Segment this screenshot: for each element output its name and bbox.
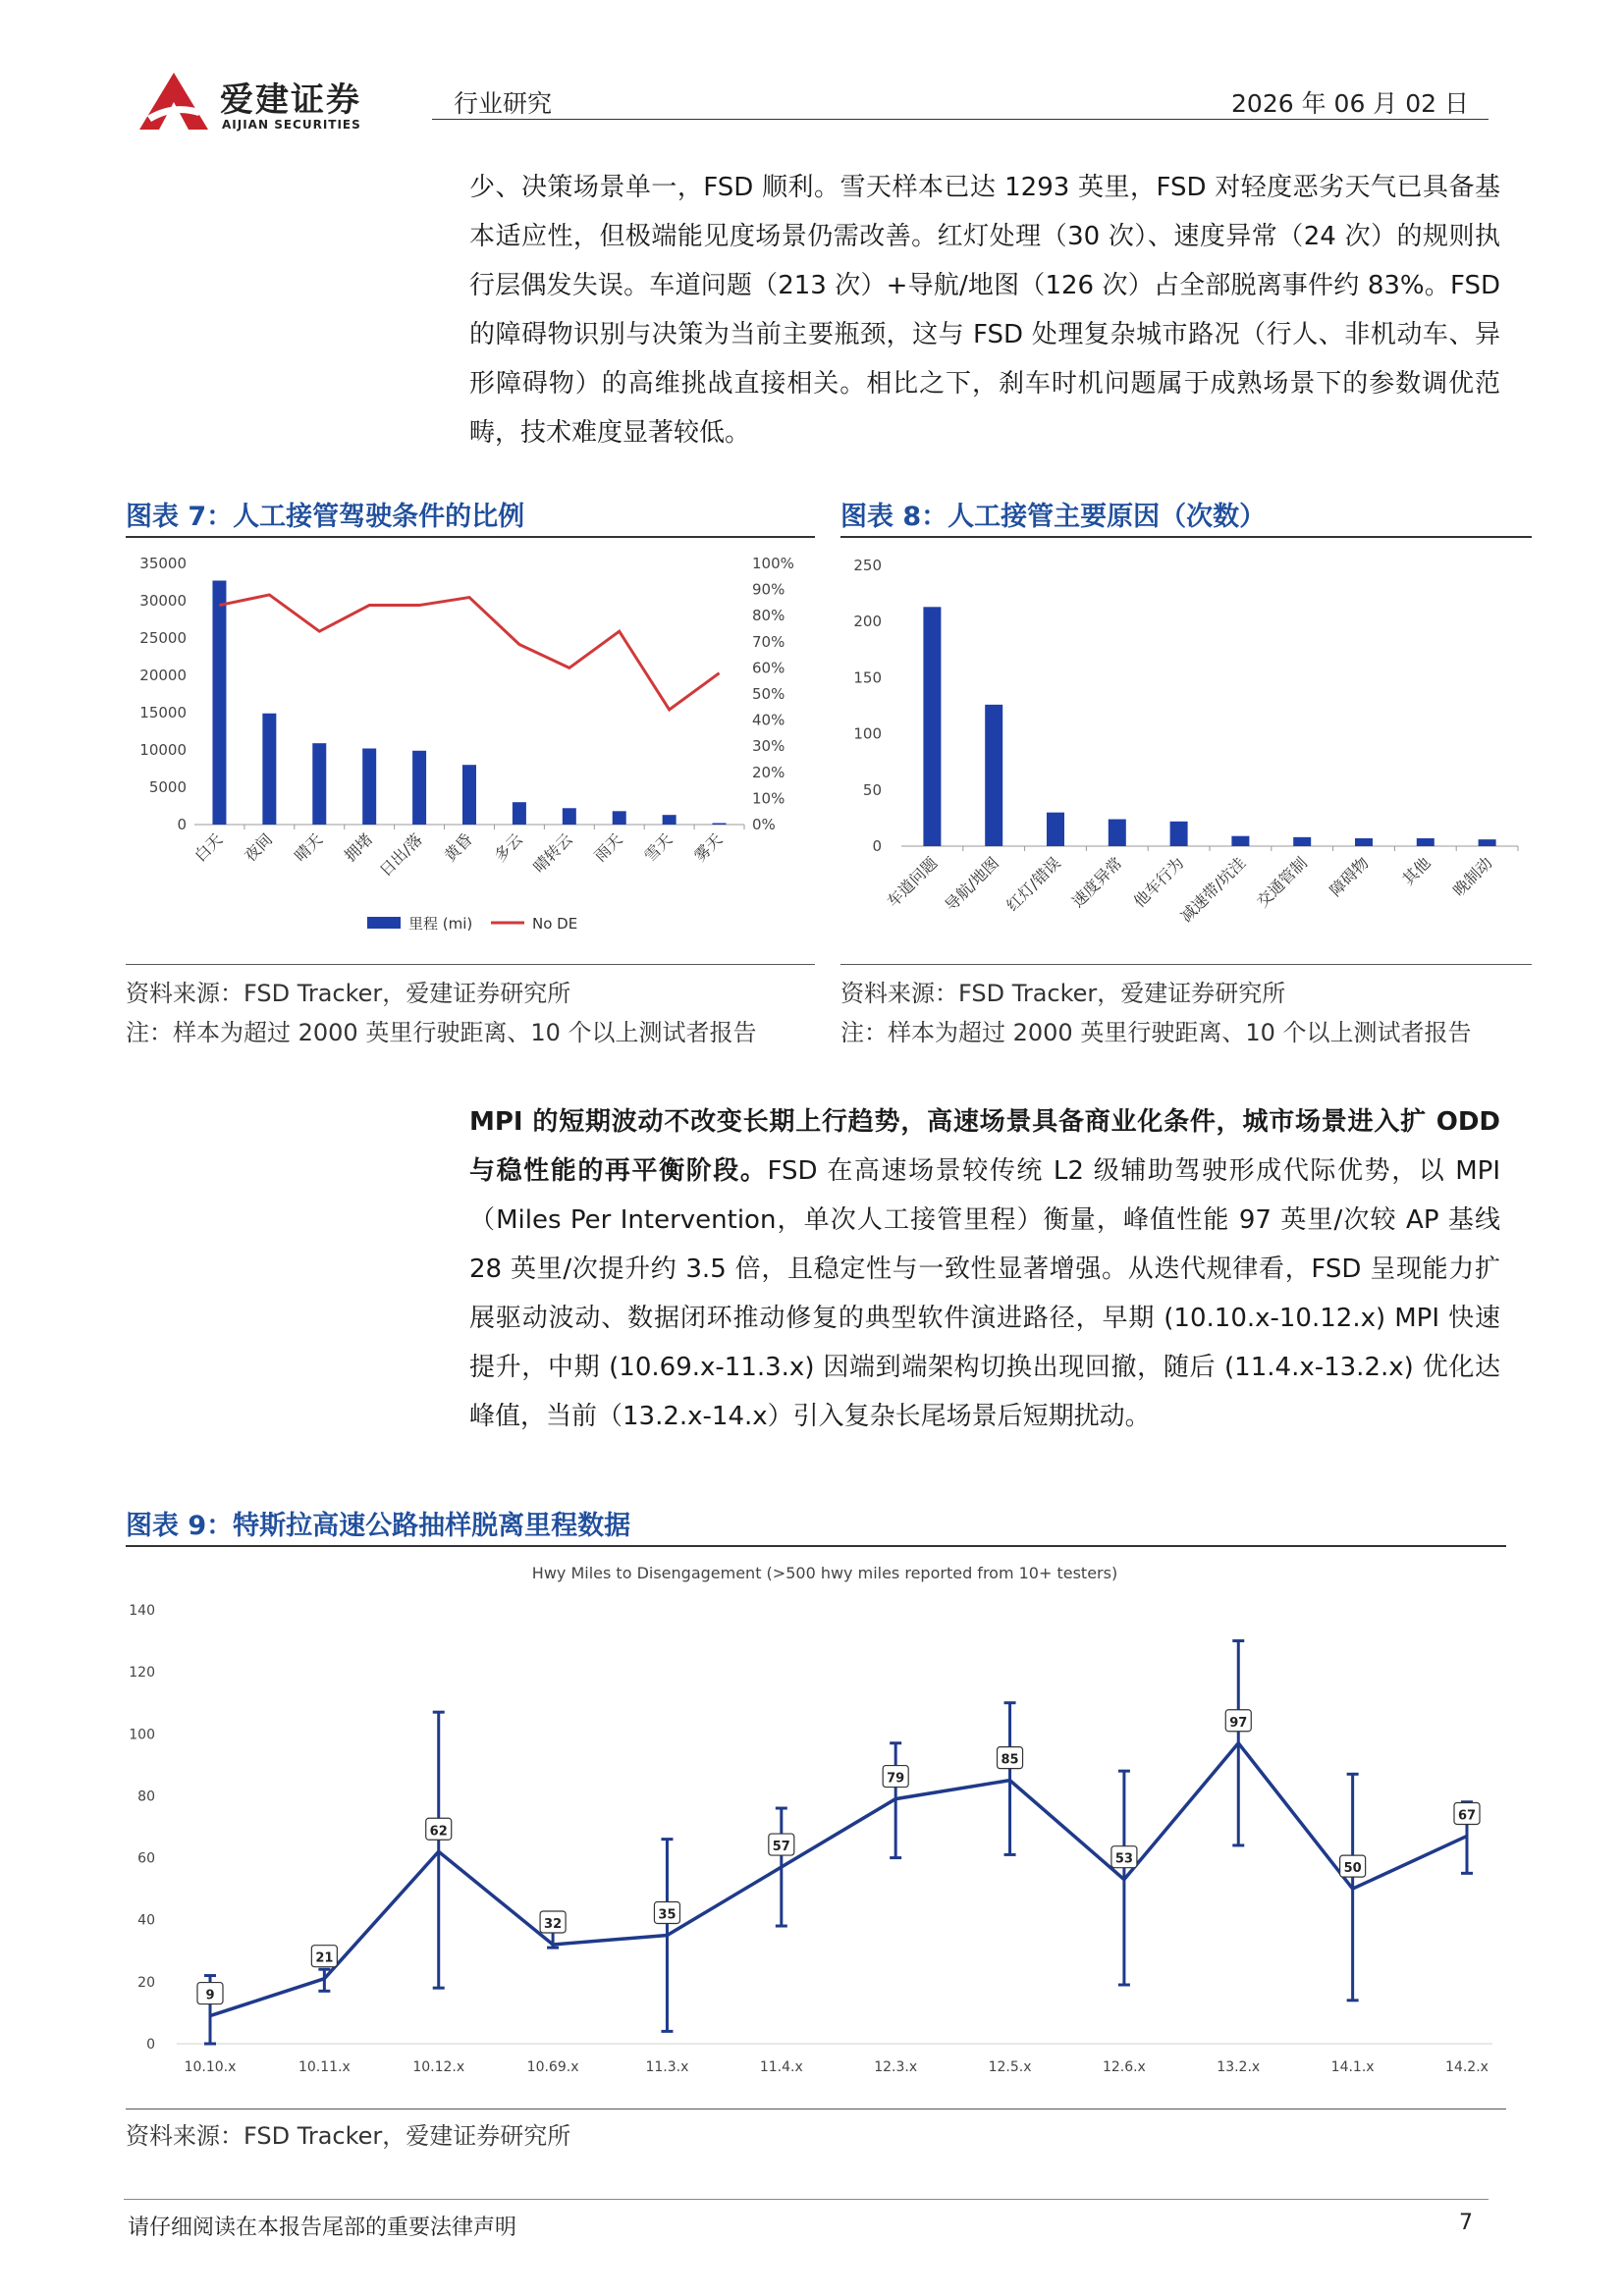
x-tick-label: 11.4.x	[759, 2059, 803, 2075]
bar-4	[1109, 820, 1126, 846]
bar-3	[1047, 813, 1064, 846]
data-label: 32	[544, 1916, 563, 1932]
x-tick-label: 14.2.x	[1445, 2059, 1489, 2075]
no-de-line	[219, 595, 719, 710]
x-tick-label: 导航/地图	[941, 853, 1003, 915]
data-label: 67	[1457, 1808, 1477, 1824]
logo-chinese-name: 爱建证券	[220, 80, 361, 120]
y-tick-label: 150	[853, 668, 882, 687]
x-tick-label: 红灯/错误	[1002, 853, 1064, 915]
body-paragraph-1: 少、决策场景单一，FSD 顺利。雪天样本已达 1293 英里，FSD 对轻度恶劣天气已具备基本适应性，但极端能见度场景仍需改善。红灯处理（30 次）、速度异常（24 次）的规则执行层偶发失误。车道问题（213 次）+导航/地图（126 次）占全部脱离事件约 83%。FSD 的障碍物识别与决策为当前主要瓶颈，这与 FSD 处理复杂城市路况（行人、非机动车、异形障碍物）的高维挑战直接相关。相比之下，刹车时机问题属于成熟场景下的参数调优范畴，技术难度显著较低。	[469, 173, 1500, 448]
x-tick-label: 晴天	[291, 829, 327, 866]
y-tick-label: 120	[129, 1665, 155, 1682]
x-tick-label: 其他	[1398, 853, 1435, 889]
x-tick-label: 晚制动	[1449, 853, 1496, 900]
y-right-tick-label: 100%	[752, 555, 794, 572]
bar-7	[513, 802, 526, 825]
y-left-tick-label: 10000	[139, 741, 187, 759]
logo-english-name: AIJIAN SECURITIES	[222, 118, 361, 132]
x-tick-label: 10.12.x	[412, 2059, 465, 2075]
figure-7-note: 注：样本为超过 2000 英里行驶距离、10 个以上测试者报告	[126, 1019, 757, 1046]
y-left-tick-label: 5000	[148, 778, 187, 796]
bar-4	[362, 748, 376, 825]
x-tick-label: 雨天	[590, 829, 626, 866]
data-label: 85	[1001, 1752, 1019, 1768]
x-tick-label: 10.11.x	[298, 2059, 351, 2075]
bar-6	[462, 765, 476, 825]
x-tick-label: 10.10.x	[184, 2059, 237, 2075]
x-tick-label: 减速带/坑洼	[1176, 853, 1250, 927]
figure-9-title: 图表 9：特斯拉高速公路抽样脱离里程数据	[126, 1511, 631, 1541]
x-tick-label: 13.2.x	[1217, 2059, 1261, 2075]
figure-8-title: 图表 8：人工接管主要原因（次数）	[840, 502, 1267, 532]
y-right-tick-label: 40%	[752, 711, 785, 729]
figure-9-source: 资料来源：FSD Tracker，爱建证券研究所	[126, 2122, 571, 2150]
legend-swatch-mileage	[367, 917, 401, 929]
y-left-tick-label: 0	[177, 816, 187, 833]
y-left-tick-label: 25000	[139, 629, 187, 647]
x-tick-label: 雪天	[640, 829, 677, 866]
y-tick-label: 100	[853, 724, 882, 743]
y-right-tick-label: 0%	[752, 816, 776, 833]
data-label: 62	[429, 1824, 448, 1840]
y-right-tick-label: 30%	[752, 737, 785, 756]
y-left-tick-label: 20000	[139, 667, 187, 684]
bar-7	[1293, 837, 1311, 846]
legend-label-no-de: No DE	[532, 915, 578, 933]
y-right-tick-label: 10%	[752, 789, 785, 808]
y-right-tick-label: 20%	[752, 763, 785, 781]
x-tick-label: 14.1.x	[1330, 2059, 1375, 2075]
x-tick-label: 晴转云	[529, 829, 576, 877]
bar-2	[985, 705, 1002, 846]
figure-7-top-rule	[126, 536, 815, 538]
bar-9	[1417, 838, 1435, 846]
y-tick-label: 250	[853, 557, 882, 574]
y-left-tick-label: 30000	[139, 592, 187, 610]
y-tick-label: 100	[129, 1727, 155, 1743]
chart-title: Hwy Miles to Disengagement (>500 hwy miles reported from 10+ testers)	[531, 1564, 1118, 1582]
figure-7-chart	[126, 546, 815, 958]
bar-8	[1355, 838, 1373, 846]
figure-7-source: 资料来源：FSD Tracker，爱建证券研究所	[126, 980, 571, 1007]
data-label: 35	[658, 1907, 677, 1923]
bar-6	[1231, 836, 1249, 846]
x-tick-label: 白天	[190, 829, 227, 866]
x-tick-label: 雾天	[690, 829, 727, 866]
legend-label-mileage: 里程 (mi)	[408, 915, 473, 933]
y-tick-label: 0	[146, 2037, 155, 2053]
body-paragraph-2-text: FSD 在高速场景较传统 L2 级辅助驾驶形成代际优势，以 MPI（Miles Per Intervention，单次人工接管里程）衡量，峰值性能 97 英里/次较 AP 基线 28 英里/次提升约 3.5 倍，且稳定性与一致性显著增强。从迭代规律看，FSD 呈现能力扩展驱动波动、数据闭环推动修复的典型软件演进路径，早期 (10.10.x-10.12.x) MPI 快速提升，中期 (10.69.x-11.3.x) 因端到端架构切换出现回撤，随后 (11.4.x-13.2.x) 优化达峰值，当前（13.2.x-14.x）引入复杂长尾场景后短期扰动。	[469, 1156, 1500, 1431]
y-tick-label: 200	[853, 613, 882, 631]
x-tick-label: 速度异常	[1067, 853, 1126, 912]
x-tick-label: 夜间	[241, 829, 277, 866]
x-tick-label: 交通管制	[1253, 853, 1312, 912]
body-paragraph-2-lead: MPI 的短期波动不改变长期上行趋势，高速场景具备商业化条件，城市场景进入扩 ODD 与稳性能的再平衡阶段。	[469, 1107, 1500, 1186]
y-right-tick-label: 50%	[752, 685, 785, 703]
data-label: 21	[315, 1950, 334, 1966]
mpi-line	[210, 1743, 1467, 2016]
y-tick-label: 140	[129, 1603, 155, 1619]
bar-10	[1479, 839, 1496, 846]
report-date: 2026 年 06 月 02 日	[1231, 89, 1469, 118]
bar-5	[412, 751, 426, 825]
bar-2	[262, 714, 276, 825]
y-tick-label: 20	[137, 1974, 155, 1991]
bar-10	[663, 815, 677, 825]
bar-1	[923, 607, 941, 846]
data-label: 57	[772, 1840, 790, 1855]
y-right-tick-label: 80%	[752, 607, 785, 625]
figure-8-top-rule	[840, 536, 1532, 538]
x-tick-label: 他车行为	[1129, 853, 1188, 912]
data-label: 79	[887, 1771, 905, 1787]
y-right-tick-label: 70%	[752, 632, 785, 651]
x-tick-label: 12.3.x	[874, 2059, 918, 2075]
y-tick-label: 0	[872, 837, 882, 855]
bar-8	[563, 808, 576, 825]
figure-8-chart	[840, 546, 1532, 958]
data-label: 9	[205, 1988, 215, 2003]
page-number: 7	[1459, 2211, 1473, 2235]
footer-divider	[124, 2199, 1489, 2200]
x-tick-label: 车道问题	[883, 853, 942, 912]
bar-3	[312, 743, 326, 825]
y-tick-label: 50	[862, 780, 882, 799]
bar-1	[212, 580, 226, 825]
x-tick-label: 障碍物	[1326, 853, 1373, 900]
bar-5	[1170, 822, 1188, 846]
y-left-tick-label: 15000	[139, 704, 187, 721]
footer-disclaimer: 请仔细阅读在本报告尾部的重要法律声明	[128, 2216, 517, 2240]
figure-7-title: 图表 7：人工接管驾驶条件的比例	[126, 502, 525, 532]
x-tick-label: 日出/落	[375, 829, 426, 881]
y-tick-label: 80	[137, 1789, 155, 1805]
x-tick-label: 10.69.x	[526, 2059, 579, 2075]
x-tick-label: 多云	[490, 829, 526, 866]
figure-9-top-rule	[126, 1545, 1506, 1547]
bar-9	[613, 811, 626, 825]
y-right-tick-label: 60%	[752, 659, 785, 677]
data-label: 97	[1229, 1715, 1248, 1731]
x-tick-label: 拥堵	[340, 829, 377, 866]
figure-8-source: 资料来源：FSD Tracker，爱建证券研究所	[840, 980, 1286, 1007]
x-tick-label: 11.3.x	[645, 2059, 689, 2075]
y-right-tick-label: 90%	[752, 580, 785, 599]
body-paragraph-2	[469, 1097, 1500, 1441]
figure-9-chart	[126, 1551, 1506, 2103]
bar-11	[713, 823, 727, 825]
y-left-tick-label: 35000	[139, 555, 187, 572]
figure-8-bottom-rule	[840, 964, 1532, 965]
header-divider	[432, 119, 1489, 120]
y-tick-label: 40	[137, 1912, 155, 1929]
data-label: 50	[1343, 1861, 1362, 1877]
x-tick-label: 黄昏	[440, 829, 476, 866]
data-label: 53	[1114, 1851, 1133, 1867]
y-tick-label: 60	[137, 1850, 155, 1867]
report-section: 行业研究	[454, 89, 553, 118]
logo-icon	[137, 71, 210, 132]
figure-7-bottom-rule	[126, 964, 815, 965]
x-tick-label: 12.5.x	[988, 2059, 1032, 2075]
x-tick-label: 12.6.x	[1102, 2059, 1146, 2075]
company-logo	[137, 71, 403, 139]
figure-8-note: 注：样本为超过 2000 英里行驶距离、10 个以上测试者报告	[840, 1019, 1472, 1046]
